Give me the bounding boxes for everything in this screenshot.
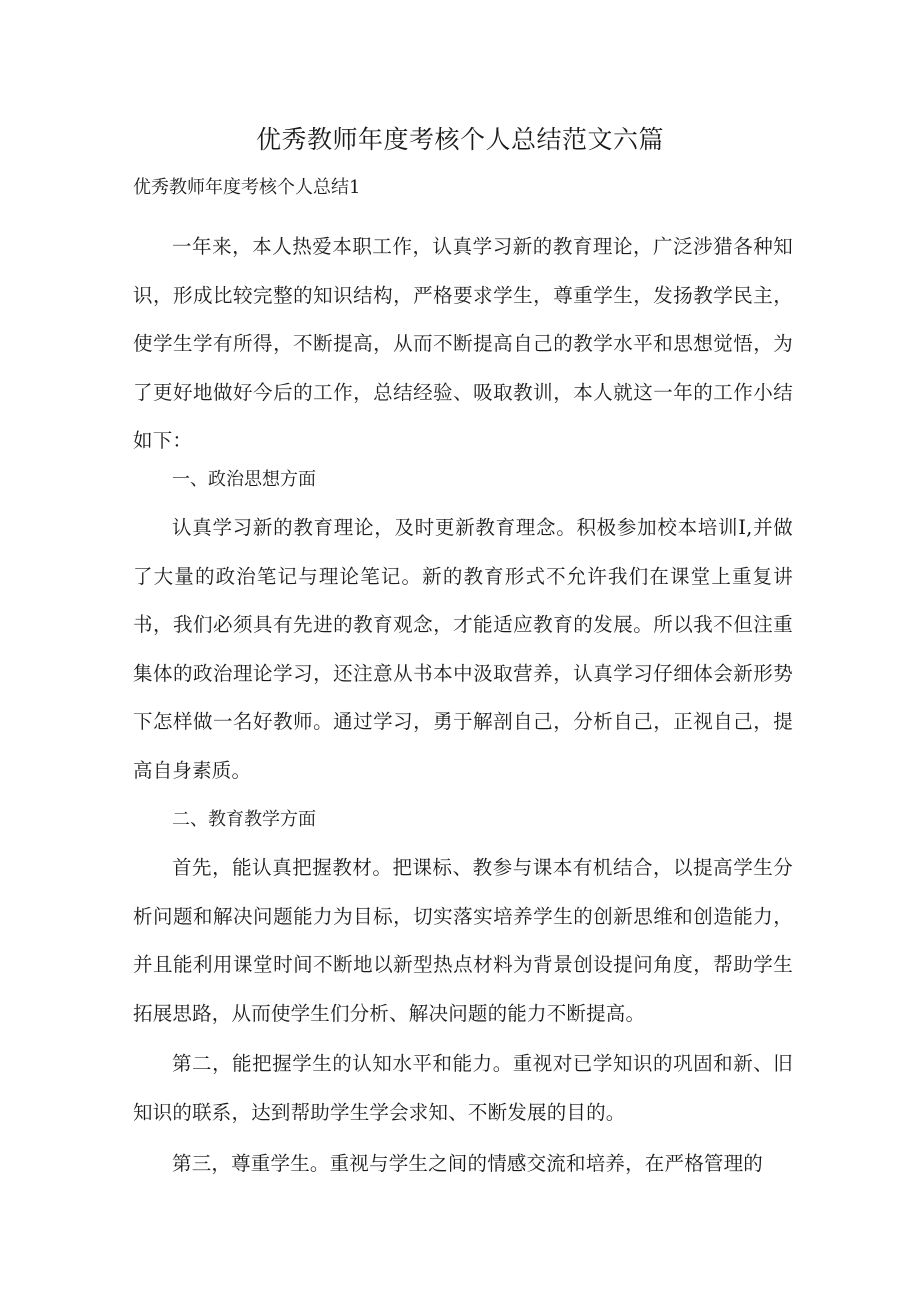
section-subtitle: 优秀教师年度考核个人总结1 — [133, 177, 361, 198]
teaching-paragraph-1: 首先，能认真把握教材。把课标、教参与课本有机结合，以提高学生分析问题和解决问题能力为目标，切实落实培养学生的创新思维和创造能力，并且能利用课堂时间不断地以新型热点材料为背景创设提问角度，帮助学生拓展思路，从而使学生们分析、解决问题的能力不断提高。 — [133, 856, 793, 1025]
teaching-paragraph-3: 第三，尊重学生。重视与学生之间的情感交流和培养，在严格管理的 — [172, 1152, 764, 1175]
heading-political: 一、政治思想方面 — [172, 469, 316, 490]
heading-teaching: 二、教育教学方面 — [172, 809, 316, 830]
political-paragraph: 认真学习新的教育理论，及时更新教育理念。积极参加校本培训I,并做了大量的政治笔记与理论笔记。新的教育形式不允许我们在课堂上重复讲书，我们必须具有先进的教育观念，才能适应教育的发展。所以我不但注重集体的政治理论学习，还注意从书本中汲取营养，认真学习仔细体会新形势下怎样做一名好教师。通过学习，勇于解剖自己，分析自己，正视自己，提高自身素质。 — [133, 516, 793, 782]
teaching-paragraph-2: 第二，能把握学生的认知水平和能力。重视对已学知识的巩固和新、旧知识的联系，达到帮助学生学会求知、不断发展的目的。 — [133, 1052, 793, 1124]
intro-paragraph: 一年来，本人热爱本职工作，认真学习新的教育理论，广泛涉猎各种知识，形成比较完整的知识结构，严格要求学生，尊重学生，发扬教学民主，使学生学有所得，不断提高，从而不断提高自己的教学水平和思想觉悟，为了更好地做好今后的工作，总结经验、吸取教训，本人就这一年的工作小结如下： — [133, 235, 793, 452]
document-title: 优秀教师年度考核个人总结范文六篇 — [255, 125, 664, 154]
